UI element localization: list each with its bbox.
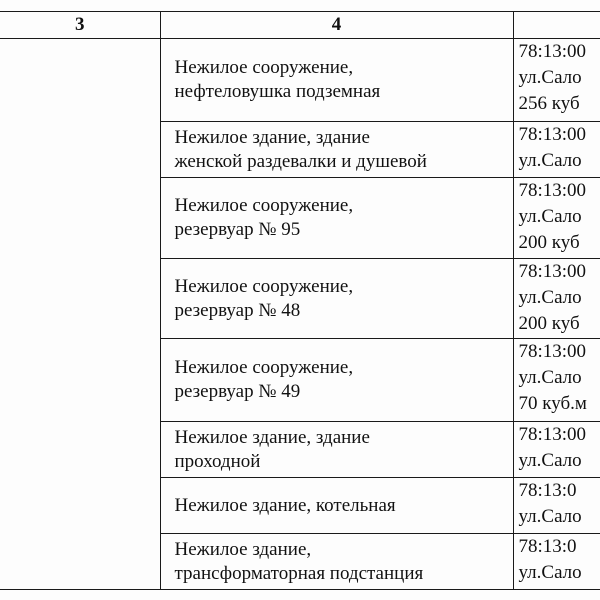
volume-text: 200 куб: [518, 232, 580, 253]
cadastral-cell: [513, 534, 600, 590]
cadastral-cell: [513, 259, 600, 339]
cadastral-number: 78:13:00: [518, 424, 587, 445]
cadastral-cell: [513, 39, 600, 122]
cadastral-cell: [513, 478, 600, 534]
address-text: ул.Сало: [518, 287, 582, 308]
table-header-row: [0, 12, 600, 39]
cadastral-number: 78:13:00: [518, 341, 587, 362]
column-3-cell: [0, 39, 160, 590]
address-text: ул.Сало: [518, 562, 582, 583]
cadastral-number: 78:13:00: [518, 261, 587, 282]
cadastral-number: 78:13:00: [518, 180, 587, 201]
column-header-4: 4: [160, 12, 513, 39]
address-text: ул.Сало: [518, 206, 582, 227]
address-text: ул.Сало: [518, 450, 582, 471]
object-name-line: резервуар № 49: [174, 381, 301, 402]
volume-text: 256 куб: [518, 93, 580, 114]
object-name-line: Нежилое сооружение,: [174, 357, 354, 378]
column-header-5: [513, 12, 600, 39]
property-table: [0, 11, 600, 590]
object-name-line: Нежилое здание,: [174, 538, 312, 560]
object-name-cell: [160, 178, 513, 259]
object-name-cell: [160, 39, 513, 122]
object-name-line: Нежилое здание, здание: [174, 126, 370, 148]
object-name-line: трансформаторная подстанция: [174, 562, 424, 584]
object-name-line: Нежилое сооружение,: [174, 275, 354, 297]
cadastral-cell: [513, 178, 600, 259]
object-name-line: проходной: [174, 450, 261, 472]
cadastral-number: 78:13:00: [518, 124, 587, 145]
column-header-3: 3: [0, 12, 160, 39]
cadastral-cell: [513, 122, 600, 178]
object-name-cell: [160, 534, 513, 590]
object-name-cell: [160, 259, 513, 339]
table-row: [0, 39, 600, 122]
cadastral-cell: [513, 339, 600, 422]
object-name-cell: [160, 339, 513, 422]
object-name-line: женской раздевалки и душевой: [174, 150, 427, 172]
cadastral-cell: [513, 422, 600, 478]
object-name-line: Нежилое здание, здание: [174, 426, 370, 448]
object-name-line: резервуар № 48: [174, 299, 301, 321]
object-name-line: Нежилое сооружение,: [174, 195, 354, 216]
address-text: ул.Сало: [518, 67, 582, 88]
object-name-line: резервуар № 95: [174, 219, 301, 240]
address-text: ул.Сало: [518, 506, 582, 527]
address-text: ул.Сало: [518, 367, 582, 388]
volume-text: 70 куб.м: [518, 393, 587, 414]
object-name-line: Нежилое сооружение,: [174, 57, 354, 78]
object-name-line: Нежилое здание, котельная: [174, 494, 396, 516]
cadastral-number: 78:13:0: [518, 480, 577, 501]
object-name-cell: [160, 122, 513, 178]
object-name-cell: [160, 478, 513, 534]
cadastral-number: 78:13:00: [518, 41, 587, 62]
cadastral-number: 78:13:0: [518, 536, 577, 557]
address-text: ул.Сало: [518, 150, 582, 171]
volume-text: 200 куб: [518, 313, 580, 334]
object-name-line: нефтеловушка подземная: [174, 81, 381, 102]
object-name-cell: [160, 422, 513, 478]
